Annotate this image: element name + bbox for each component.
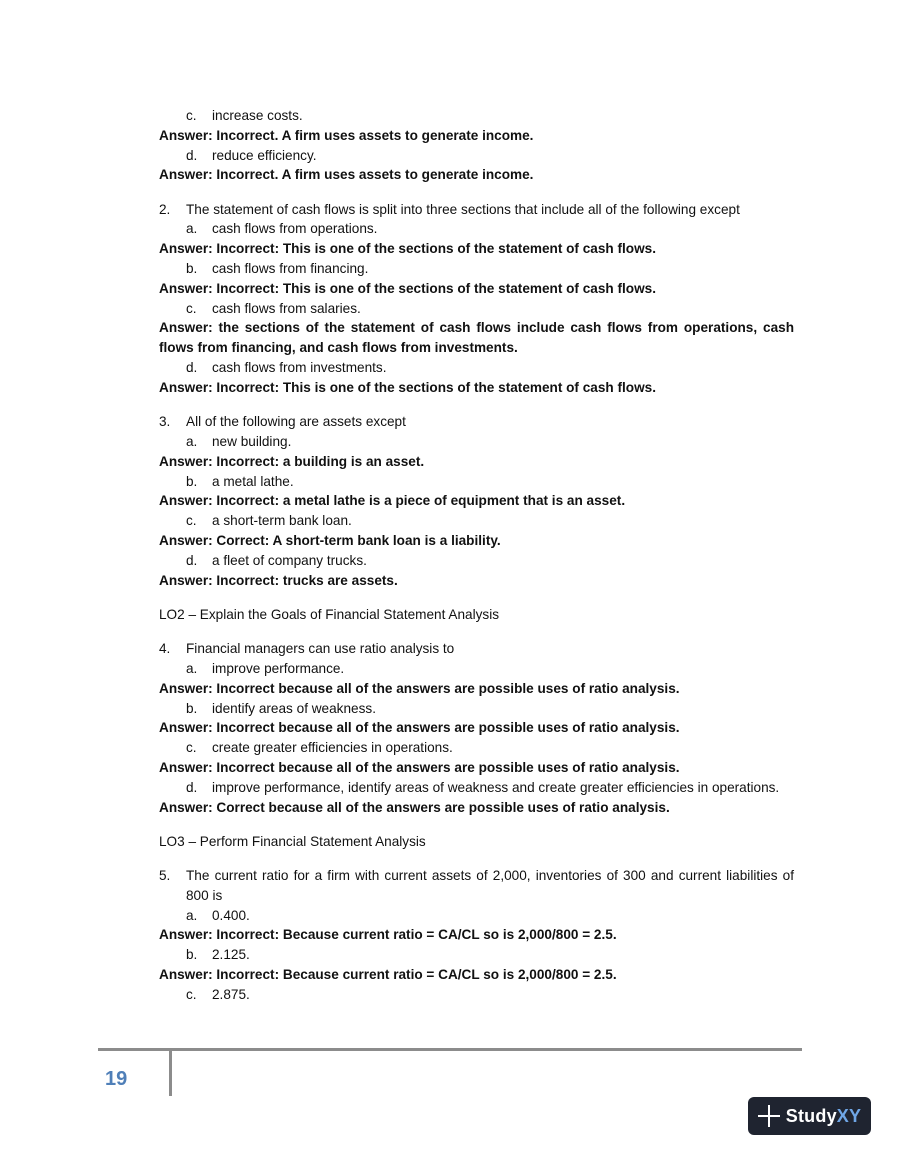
option-text: identify areas of weakness.	[212, 700, 376, 716]
brand-name-xy: XY	[836, 1105, 862, 1126]
option-letter: b.	[186, 947, 198, 963]
answer-option	[159, 778, 794, 798]
option-letter: b.	[186, 261, 198, 277]
question-stem	[159, 412, 794, 432]
answer-explanation: Answer: Incorrect. A firm uses assets to generate income.	[159, 167, 534, 183]
option-letter: a.	[186, 221, 198, 237]
option-letter: d.	[186, 360, 198, 376]
question-stem	[159, 200, 794, 220]
answer-explanation: Answer: Correct because all of the answers are possible uses of ratio analysis.	[159, 799, 670, 815]
answer-explanation: Answer: Incorrect: This is one of the sections of the statement of cash flows.	[159, 379, 657, 395]
option-letter: b.	[186, 700, 198, 716]
plus-icon	[758, 1105, 780, 1127]
answer-option	[159, 299, 794, 319]
question-text: Financial managers can use ratio analysis to	[186, 641, 455, 657]
answer-option	[159, 432, 794, 452]
answer-explanation: Answer: Incorrect because all of the answers are possible uses of ratio analysis.	[159, 680, 680, 696]
answer-option	[159, 358, 794, 378]
question-stem	[159, 866, 794, 906]
answer-explanation: Answer: Incorrect because all of the answers are possible uses of ratio analysis.	[159, 759, 680, 775]
answer-explanation: Answer: the sections of the statement of cash flows include cash flows from operations, cash flows from financing, and cash flows from investments.	[159, 320, 794, 356]
option-text: new building.	[212, 433, 292, 449]
answer-option	[159, 659, 794, 679]
answer-option	[159, 985, 794, 1005]
page-number: 19	[105, 1068, 128, 1090]
question-stem	[159, 639, 794, 659]
option-text: increase costs.	[212, 108, 303, 123]
option-letter: a.	[186, 433, 198, 449]
answer-explanation: Answer: Incorrect: Because current ratio = CA/CL so is 2,000/800 = 2.5.	[159, 927, 617, 943]
paragraph-gap	[159, 625, 794, 640]
option-letter: c.	[186, 740, 197, 756]
option-text: cash flows from salaries.	[212, 300, 361, 316]
footer-vertical-rule	[169, 1048, 172, 1096]
question-number: 4.	[159, 641, 171, 657]
question-text: The statement of cash flows is split into three sections that include all of the following except	[186, 201, 740, 217]
option-letter: b.	[186, 473, 198, 489]
option-text: a metal lathe.	[212, 473, 294, 489]
brand-name	[786, 1106, 861, 1127]
option-letter: a.	[186, 660, 198, 676]
answer-explanation: Answer: Incorrect: Because current ratio = CA/CL so is 2,000/800 = 2.5.	[159, 967, 617, 983]
document-body	[159, 106, 794, 1005]
answer-option	[159, 472, 794, 492]
option-text: improve performance, identify areas of weakness and create greater efficiencies in operations.	[212, 779, 780, 795]
footer-rule	[98, 1048, 802, 1051]
paragraph-gap	[159, 852, 794, 867]
answer-explanation: Answer: Incorrect: a metal lathe is a piece of equipment that is an asset.	[159, 493, 626, 509]
paragraph-gap	[159, 590, 794, 605]
answer-option	[159, 146, 794, 166]
section-heading: LO2 – Explain the Goals of Financial Statement Analysis	[159, 606, 500, 622]
option-text: a short-term bank loan.	[212, 513, 352, 529]
question-text: All of the following are assets except	[186, 414, 406, 430]
option-letter: c.	[186, 300, 197, 316]
paragraph-gap	[159, 398, 794, 413]
answer-explanation: Answer: Incorrect because all of the answers are possible uses of ratio analysis.	[159, 720, 680, 736]
answer-explanation: Answer: Correct: A short-term bank loan is a liability.	[159, 532, 501, 548]
answer-explanation: Answer: Incorrect: trucks are assets.	[159, 572, 398, 588]
option-letter: d.	[186, 779, 198, 795]
question-text: The current ratio for a firm with current assets of 2,000, inventories of 300 and current liabilities of 800 is	[186, 868, 794, 903]
option-letter: c.	[186, 108, 197, 123]
answer-option	[159, 738, 794, 758]
option-letter: d.	[186, 147, 198, 163]
option-text: a fleet of company trucks.	[212, 552, 367, 568]
option-text: cash flows from financing.	[212, 261, 369, 277]
answer-explanation: Answer: Incorrect: This is one of the sections of the statement of cash flows.	[159, 280, 657, 296]
paragraph-gap	[159, 817, 794, 832]
answer-option	[159, 259, 794, 279]
question-number: 3.	[159, 414, 171, 430]
option-letter: a.	[186, 907, 198, 923]
option-text: create greater efficiencies in operations.	[212, 740, 453, 756]
answer-explanation: Answer: Incorrect: a building is an asset.	[159, 453, 425, 469]
answer-explanation: Answer: Incorrect: This is one of the sections of the statement of cash flows.	[159, 241, 657, 257]
option-text: cash flows from operations.	[212, 221, 378, 237]
answer-option	[159, 699, 794, 719]
answer-option	[159, 106, 794, 126]
answer-option	[159, 906, 794, 926]
studyxy-logo[interactable]	[748, 1097, 871, 1135]
option-letter: d.	[186, 552, 198, 568]
option-text: 0.400.	[212, 907, 250, 923]
answer-option	[159, 945, 794, 965]
question-number: 2.	[159, 201, 171, 217]
answer-explanation: Answer: Incorrect. A firm uses assets to generate income.	[159, 127, 534, 143]
option-text: 2.125.	[212, 947, 250, 963]
paragraph-gap	[159, 185, 794, 200]
option-letter: c.	[186, 986, 197, 1002]
answer-option	[159, 511, 794, 531]
option-text: reduce efficiency.	[212, 147, 317, 163]
option-text: 2.875.	[212, 986, 250, 1002]
section-heading: LO3 – Perform Financial Statement Analysis	[159, 833, 426, 849]
answer-option	[159, 551, 794, 571]
option-text: cash flows from investments.	[212, 360, 387, 376]
option-letter: c.	[186, 513, 197, 529]
brand-name-study: Study	[785, 1105, 837, 1126]
question-number: 5.	[159, 868, 171, 884]
answer-option	[159, 219, 794, 239]
option-text: improve performance.	[212, 660, 345, 676]
